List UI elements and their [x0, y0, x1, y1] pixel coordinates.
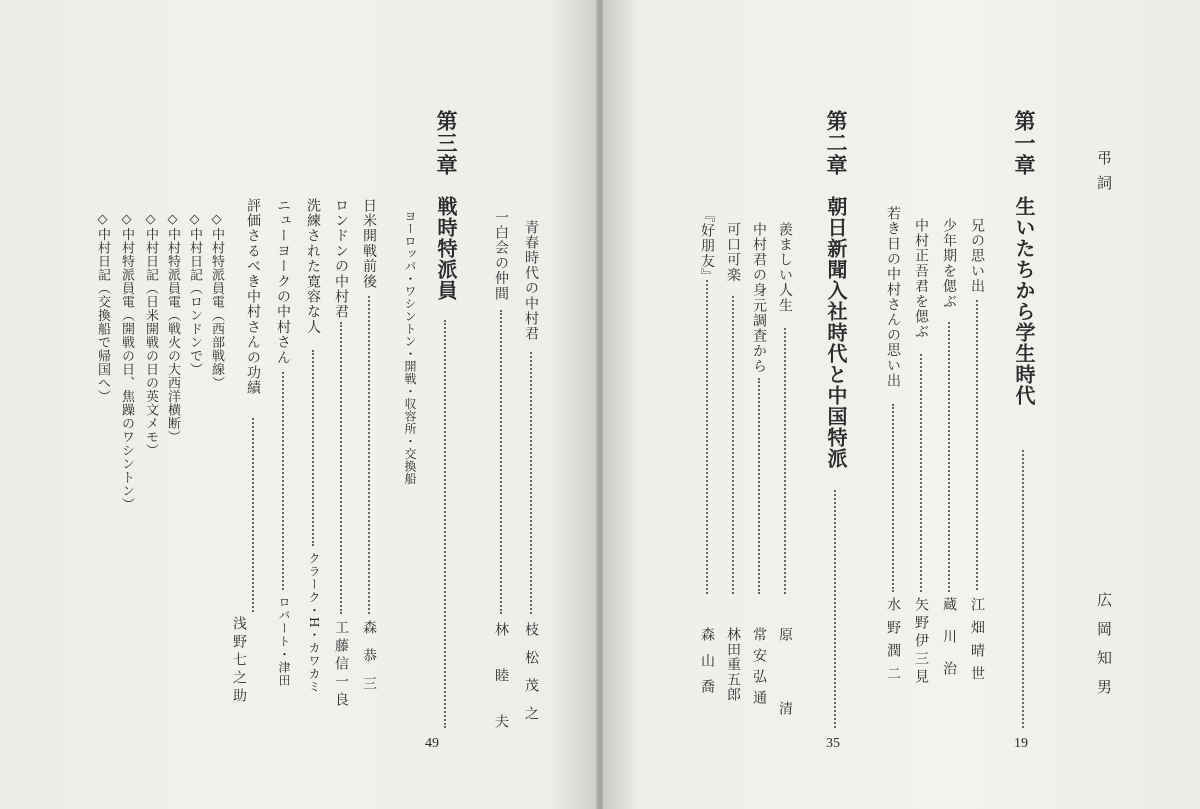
preface-author: 広岡知男	[1095, 592, 1113, 708]
ch2-cont-entry-2-leader	[500, 310, 502, 614]
chapter1-heading: 第一章	[1012, 110, 1037, 176]
diary-item-1: ◇中村特派員電（西部戦線）	[209, 212, 224, 390]
ch3-entry-5-leader	[252, 418, 254, 612]
ch3-entry-1-title: 日米開戦前後	[361, 198, 377, 290]
ch1-entry-1-author: 江畑晴世	[969, 597, 985, 689]
ch1-entry-4-title: 若き日の中村さんの思い出	[885, 206, 901, 389]
ch2-entry-4-leader	[706, 280, 708, 594]
ch3-entry-3-author: クラーク・H・カワカミ	[307, 552, 321, 694]
ch2-entry-2-author: 常安弘通	[751, 627, 767, 711]
diary-item-6: ◇中村日記（交換船で帰国へ）	[95, 212, 110, 403]
ch1-entry-3-title: 中村正吾君を偲ぶ	[913, 218, 929, 340]
ch2-entry-3-author: 林田重五郎	[725, 627, 741, 702]
preface-label: 弔詞	[1095, 150, 1113, 200]
ch3-entry-1-author: 森恭三	[361, 620, 377, 704]
ch3-entry-3-leader	[312, 350, 314, 546]
ch1-entry-4-author: 水野潤二	[885, 597, 901, 689]
ch1-entry-2-title: 少年期を偲ぶ	[941, 218, 957, 310]
ch2-entry-4-author: 森山喬	[699, 627, 715, 705]
chapter1-page-number: 19	[1014, 736, 1028, 751]
ch2-entry-1-author: 原清	[777, 627, 793, 775]
diary-item-4: ◇中村日記（日米開戦の日の英文メモ）	[143, 212, 158, 457]
ch1-entry-1-title: 兄の思い出	[969, 218, 985, 294]
chapter3-leader	[444, 320, 446, 728]
ch3-entry-4-leader	[282, 372, 284, 590]
ch3-entry-2-author: 工藤信一良	[333, 620, 349, 710]
ch2-entry-3-title: 可口可楽	[725, 222, 741, 283]
ch3-entry-5-title: 評価さるべき中村さんの功績	[245, 198, 261, 396]
ch2-cont-entry-2-title: 一白会の仲間	[493, 210, 509, 302]
ch2-entry-4-title: 『好朋友』	[699, 208, 715, 284]
ch3-entry-3-title: 洗練された寛容な人	[305, 198, 321, 335]
ch1-entry-2-leader	[948, 322, 950, 592]
chapter2-page-number: 35	[826, 736, 840, 751]
ch3-entry-2-leader	[340, 322, 342, 614]
ch1-entry-4-leader	[892, 404, 894, 592]
ch2-entry-3-leader	[732, 296, 734, 594]
ch1-entry-1-leader	[976, 300, 978, 590]
chapter2-title: 朝日新聞入社時代と中国特派	[824, 196, 848, 469]
chapter3-title: 戦時特派員	[434, 196, 458, 301]
ch1-entry-3-leader	[920, 354, 922, 592]
ch3-entry-5-author: 浅野七之助	[231, 616, 247, 706]
ch3-entry-4-author: ロバート・津田	[277, 596, 291, 687]
ch3-entry-2-title: ロンドンの中村君	[333, 198, 349, 320]
chapter3-subtitle: ヨーロッパ・ワシントン・開戦・収容所・交換船	[403, 210, 417, 485]
ch2-entry-1-title: 羨ましい人生	[777, 222, 793, 314]
chapter3-page-number: 49	[425, 736, 439, 751]
ch2-entry-1-leader	[784, 328, 786, 594]
ch3-entry-4-title: ニューヨークの中村さん	[275, 198, 291, 366]
ch1-entry-2-author: 蔵川治	[941, 597, 957, 693]
diary-item-5: ◇中村特派員電（開戦の日、焦躁のワシントン）	[119, 212, 134, 511]
chapter1-title: 生いたちから学生時代	[1012, 196, 1036, 406]
diary-item-3: ◇中村特派員電（戦火の大西洋横断）	[165, 212, 180, 444]
ch2-cont-entry-1-title: 青春時代の中村君	[523, 220, 539, 342]
chapter2-leader	[834, 490, 836, 728]
chapter3-heading: 第三章	[434, 110, 459, 176]
chapter1-leader	[1022, 450, 1024, 728]
ch2-entry-2-leader	[758, 378, 760, 594]
ch2-cont-entry-1-leader	[530, 352, 532, 614]
diary-item-2: ◇中村日記（ロンドンで）	[187, 212, 202, 376]
ch2-cont-entry-1-author: 枝松茂之	[523, 622, 539, 734]
ch2-cont-entry-2-author: 林睦夫	[493, 622, 509, 760]
chapter2-heading: 第二章	[824, 110, 849, 176]
ch2-entry-2-title: 中村君の身元調査から	[751, 222, 767, 374]
ch3-entry-1-leader	[368, 296, 370, 614]
ch1-entry-3-author: 矢野伊三見	[913, 597, 929, 687]
